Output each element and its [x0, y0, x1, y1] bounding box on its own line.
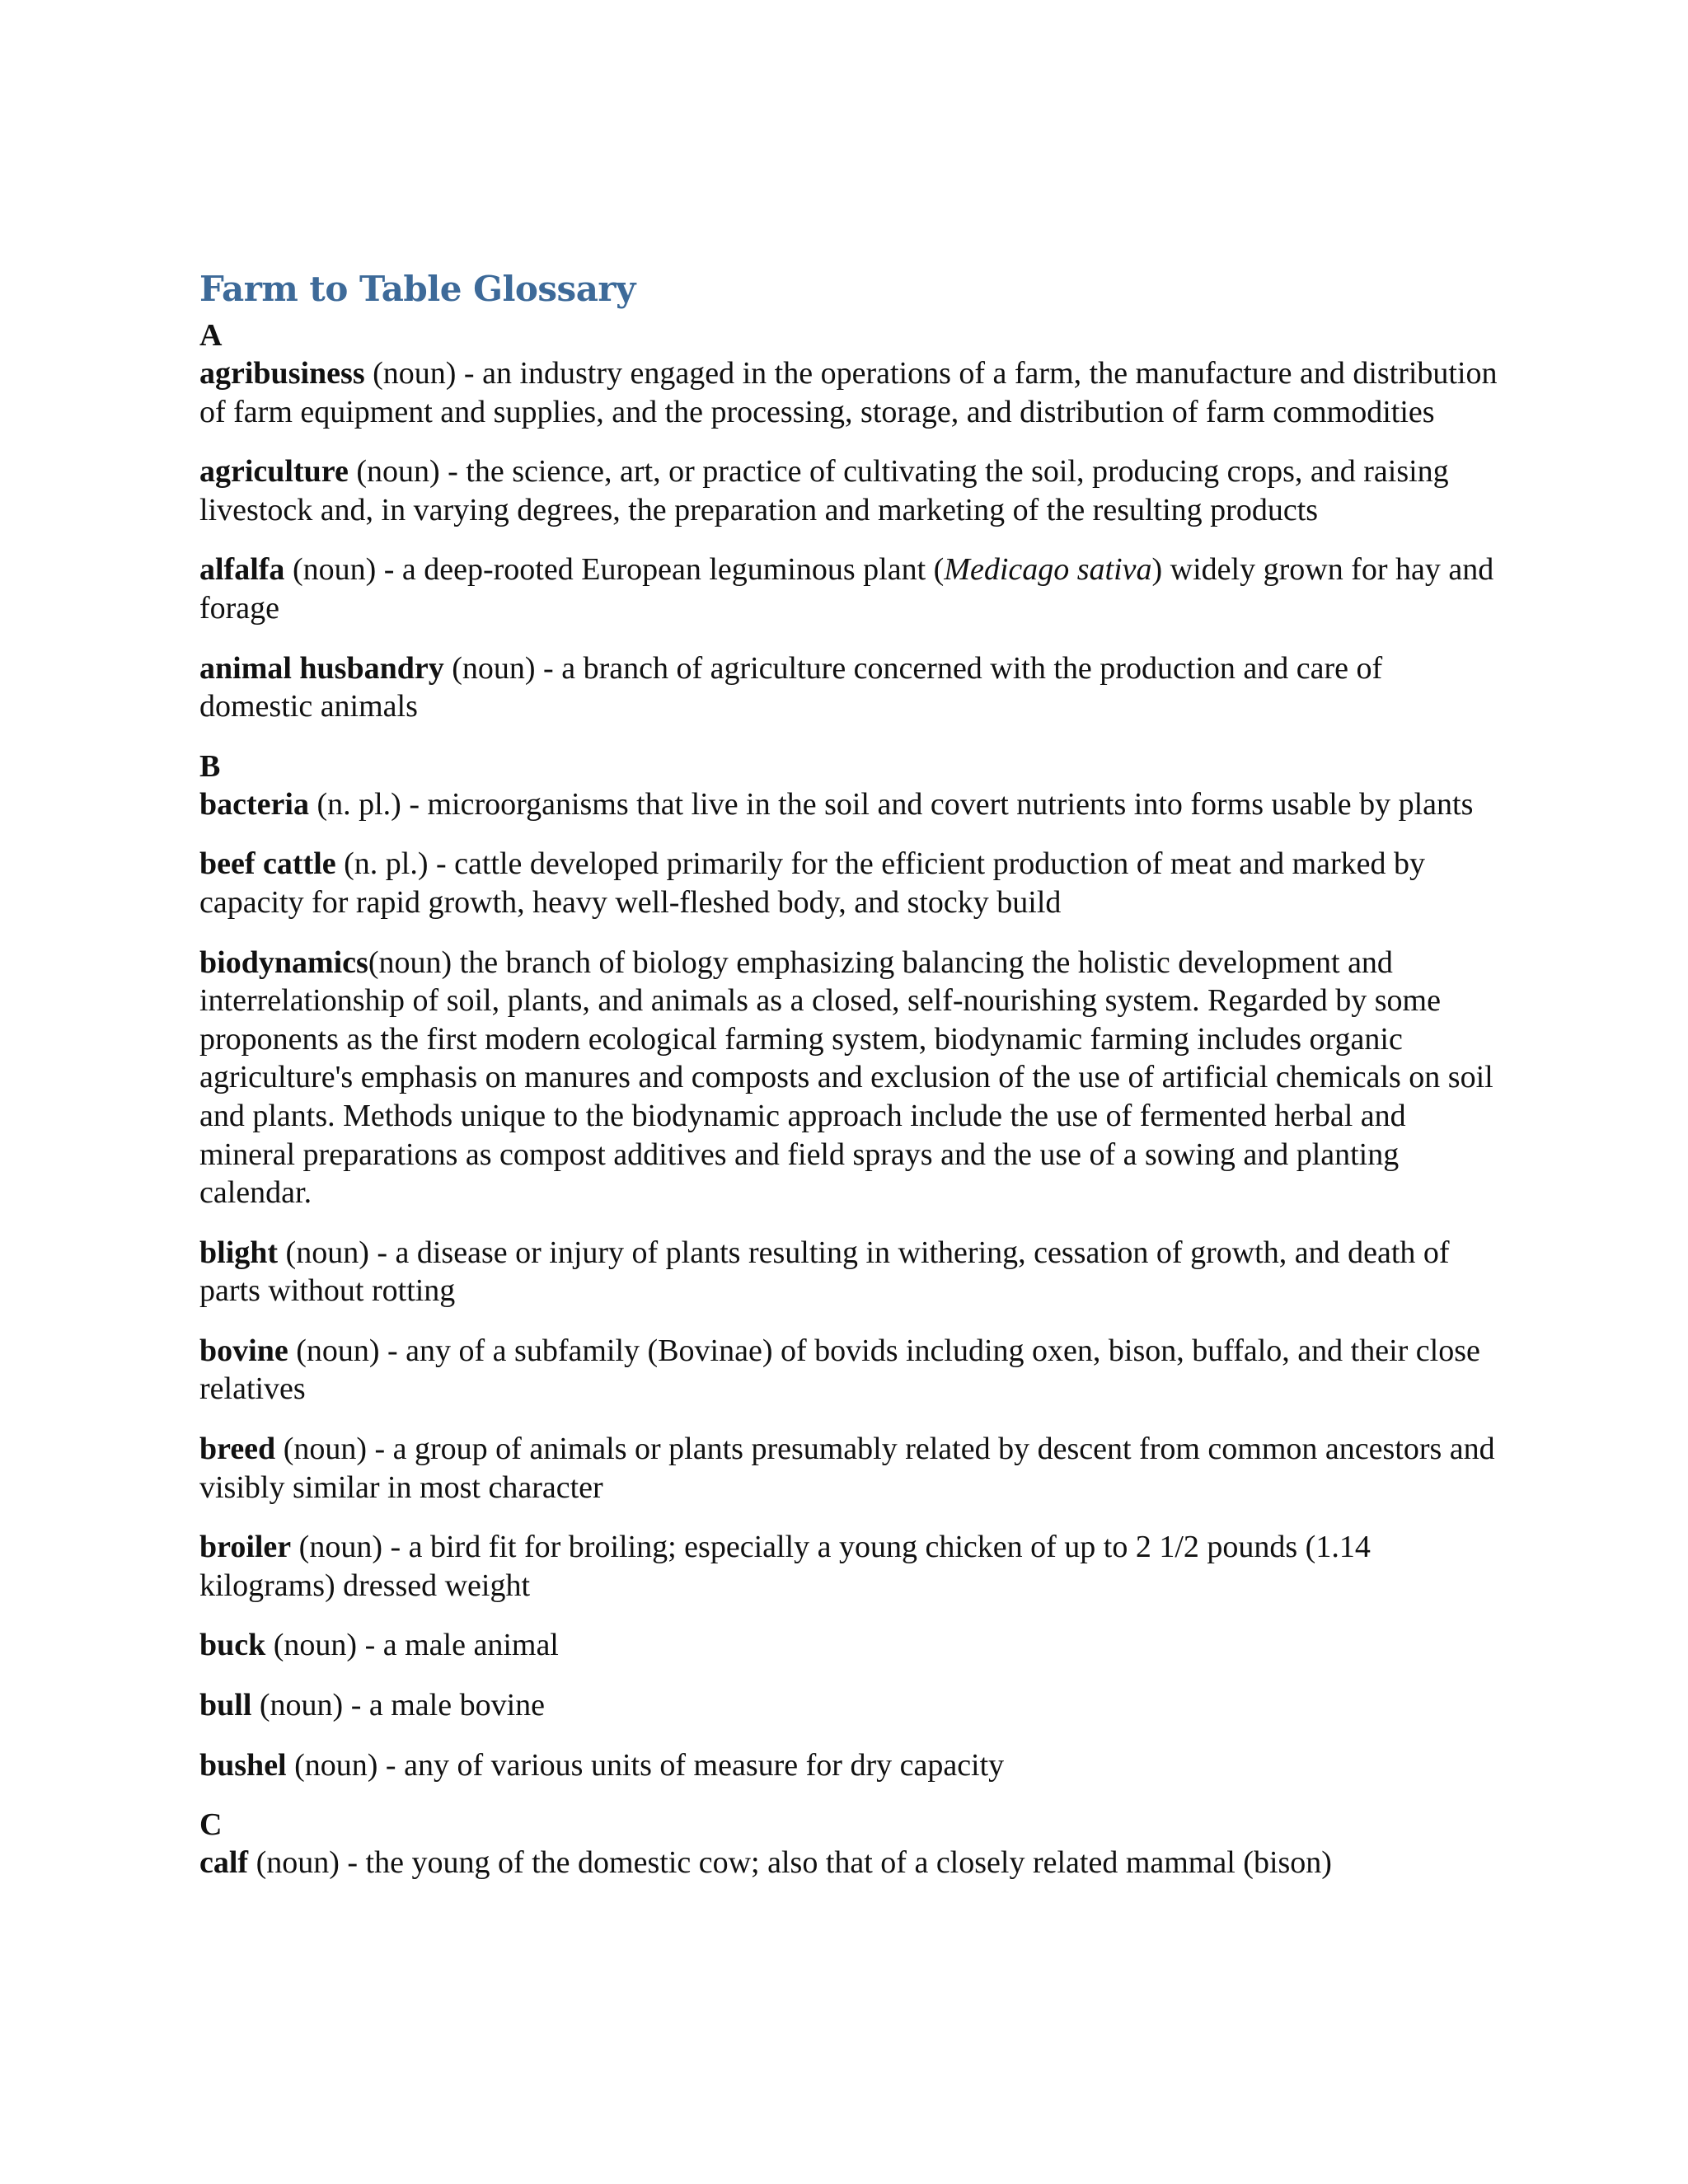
section-a	[199, 316, 1502, 726]
entry-alfalfa	[199, 551, 1502, 627]
entry-calf	[199, 1844, 1502, 1882]
entry-definition: (noun) - a male bovine	[251, 1688, 545, 1723]
entry-bovine	[199, 1332, 1502, 1408]
section-b	[199, 748, 1502, 1784]
entry-term: calf	[199, 1845, 249, 1881]
entry-term: breed	[199, 1432, 276, 1467]
entry-definition: (noun) - any of a subfamily (Bovinae) of bovids including oxen, bison, buffalo, and their close relatives	[199, 1333, 1480, 1407]
entry-definition: (noun) - the young of the domestic cow; also that of a closely related mammal (bison)	[248, 1845, 1332, 1881]
entry-definition: (n. pl.) - cattle developed primarily for the efficient production of meat and marked by capacity for rapid growth, heavy well-fleshed body, and stocky build	[199, 846, 1426, 920]
glossary-page	[199, 262, 1502, 1904]
entry-bushel	[199, 1746, 1502, 1785]
entry-blight	[199, 1234, 1502, 1310]
entry-biodynamics	[199, 944, 1502, 1212]
entry-term: bovine	[199, 1333, 288, 1368]
entry-bacteria	[199, 785, 1502, 824]
entry-definition: (noun) - a group of animals or plants presumably related by descent from common ancestors and visibly similar in most character	[199, 1432, 1495, 1505]
section-letter: B	[199, 748, 221, 784]
entry-term: broiler	[199, 1530, 292, 1565]
entry-broiler	[199, 1528, 1502, 1605]
entry-definition: (noun) - a male animal	[265, 1628, 559, 1663]
entry-definition: (noun) - the science, art, or practice of cultivating the soil, producing crops, and raising livestock and, in varying degrees, the preparation and marketing of the resulting products	[199, 454, 1449, 527]
entry-animal-husbandry	[199, 649, 1502, 726]
entry-bull	[199, 1686, 1502, 1725]
entry-definition-pre: (noun) - a deep-rooted European leguminous plant (	[284, 552, 945, 588]
entry-beef-cattle	[199, 845, 1502, 921]
entry-definition-post: ) widely grown for hay and forage	[199, 552, 1494, 626]
entry-term: agriculture	[199, 454, 349, 490]
entry-definition: (noun) - any of various units of measure for dry capacity	[286, 1747, 1005, 1783]
entry-term: blight	[199, 1235, 279, 1270]
entry-buck	[199, 1626, 1502, 1665]
entry-term: beef cattle	[199, 846, 336, 882]
entry-definition: (noun) - a branch of agriculture concerned with the production and care of domestic animals	[199, 650, 1383, 724]
section-letter: A	[199, 318, 223, 353]
scientific-name: Medicago sativa	[944, 552, 1152, 588]
entry-term: bacteria	[199, 786, 309, 822]
entry-agribusiness	[199, 354, 1502, 431]
section-c	[199, 1806, 1502, 1882]
entry-term: bushel	[199, 1747, 287, 1783]
section-letter: C	[199, 1807, 223, 1843]
entry-term: agribusiness	[199, 356, 365, 391]
entry-definition: (n. pl.) - microorganisms that live in the soil and covert nutrients into forms usable by plants	[308, 786, 1474, 822]
entry-definition: (noun) - a bird fit for broiling; especially a young chicken of up to 2 1/2 pounds (1.14 kilograms) dressed weight	[199, 1530, 1371, 1603]
entry-term: alfalfa	[199, 552, 285, 588]
entry-definition: (noun) - a disease or injury of plants resulting in withering, cessation of growth, and death of parts without rotting	[199, 1235, 1450, 1309]
entry-term: biodynamics	[199, 944, 368, 980]
page-title: Farm to Table Glossary	[199, 269, 635, 309]
entry-term: bull	[199, 1688, 252, 1723]
entry-term: animal husbandry	[199, 650, 444, 686]
entry-term: buck	[199, 1628, 266, 1663]
entry-definition: (noun) - an industry engaged in the operations of a farm, the manufacture and distribution of farm equipment and supplies, and the processing, storage, and distribution of farm commodities	[199, 356, 1498, 429]
entry-definition: (noun) the branch of biology emphasizing balancing the holistic development and interrelationship of soil, plants, and animals as a closed, self-nourishing system. Regarded by some proponents as the first modern ecological farming system, biodynamic farming includes organic agriculture's emphasis on manures and composts and exclusion of the use of artificial chemicals on soil and plants. Methods unique to the biodynamic approach include the use of fermented herbal and mineral preparations as compost additives and field sprays and the use of a sowing and planting calendar.	[199, 944, 1493, 1211]
entry-agriculture	[199, 452, 1502, 529]
entry-breed	[199, 1430, 1502, 1507]
